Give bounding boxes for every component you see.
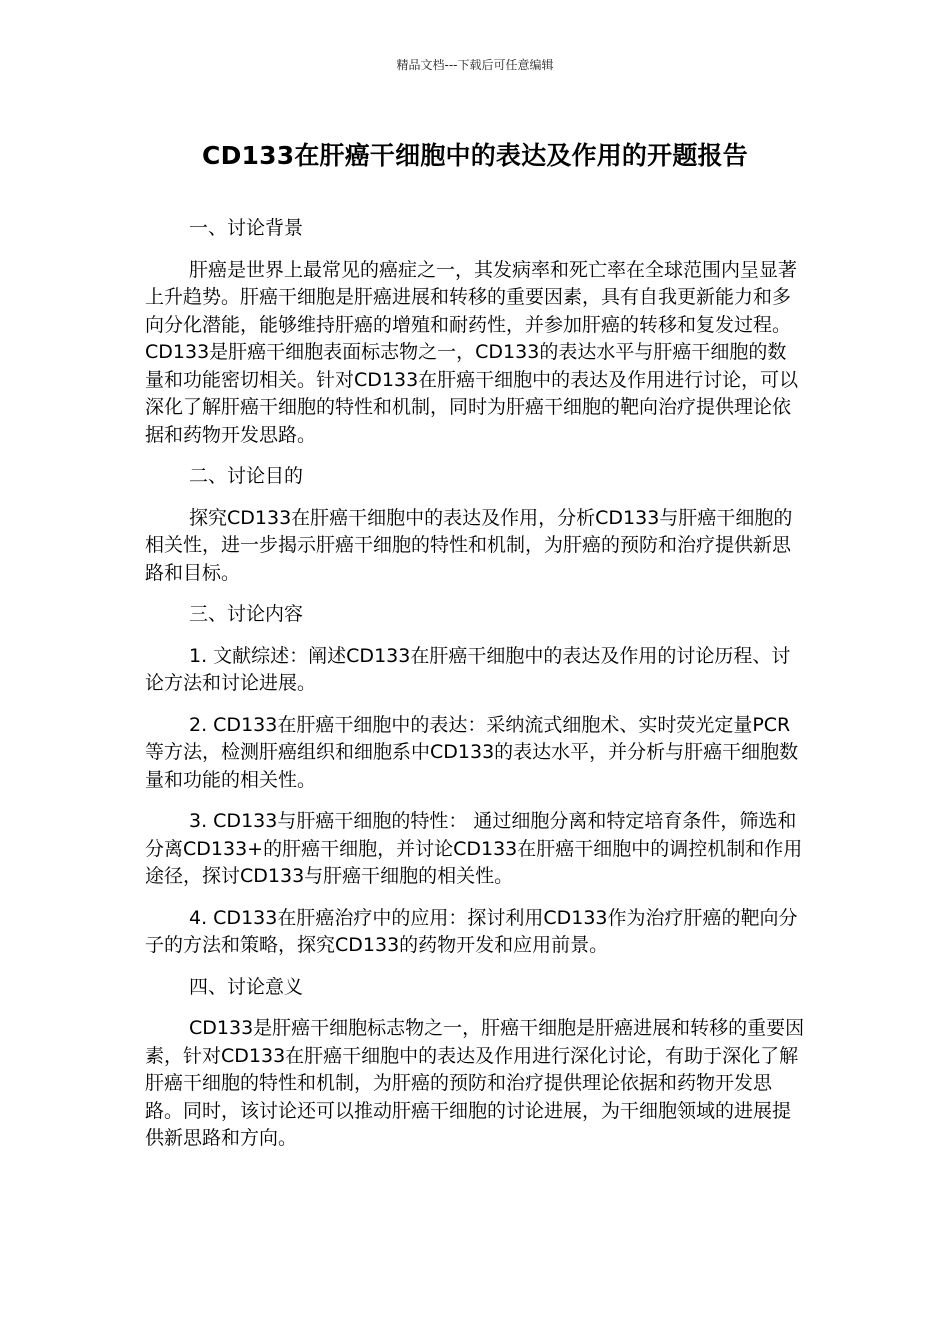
paragraph-significance: CD133是肝癌干细胞标志物之一，肝癌干细胞是肝癌进展和转移的重要因素，针对CD133在肝癌干细胞中的表达及作用进行深化讨论，有助于深化了解肝癌干细胞的特性和机制，为肝癌的预防和治疗提供理论依据和药物开发思路。同时，该讨论还可以推动肝癌干细胞的讨论进展，为干细胞领域的进展提供新思路和方向。 [145,1017,805,1149]
document-body [145,215,805,1167]
paragraph-content-item-3: 3. CD133与肝癌干细胞的特性： 通过细胞分离和特定培育条件，筛选和分离CD133+的肝癌干细胞，并讨论CD133在肝癌干细胞中的调控机制和作用途径，探讨CD133与肝癌干细胞的相关性。 [145,810,803,887]
paragraph-background: 肝癌是世界上最常见的癌症之一，其发病率和死亡率在全球范围内呈显著上升趋势。肝癌干细胞是肝癌进展和转移的重要因素，具有自我更新能力和多向分化潜能，能够维持肝癌的增殖和耐药性，并参加肝癌的转移和复发过程。CD133是肝癌干细胞表面标志物之一，CD133的表达水平与肝癌干细胞的数量和功能密切相关。针对CD133在肝癌干细胞中的表达及作用进行讨论，可以深化了解肝癌干细胞的特性和机制，同时为肝癌干细胞的靶向治疗提供理论依据和药物开发思路。 [145,258,799,446]
paragraph-content-item-2: 2. CD133在肝癌干细胞中的表达：采纳流式细胞术、实时荧光定量PCR等方法，检测肝癌组织和细胞系中CD133的表达水平，并分析与肝癌干细胞数量和功能的相关性。 [145,713,799,791]
paragraph-content-item-1: 1. 文献综述：阐述CD133在肝癌干细胞中的表达及作用的讨论历程、讨论方法和讨论进展。 [145,644,791,694]
page-header: 精品文档---下载后可任意编辑 [396,58,554,72]
paragraph-content-item-4: 4. CD133在肝癌治疗中的应用：探讨利用CD133作为治疗肝癌的靶向分子的方法和策略，探究CD133的药物开发和应用前景。 [145,906,798,956]
document-title: CD133在肝癌干细胞中的表达及作用的开题报告 [202,141,748,170]
paragraph-purpose: 探究CD133在肝癌干细胞中的表达及作用，分析CD133与肝癌干细胞的相关性，进一步揭示肝癌干细胞的特性和机制，为肝癌的预防和治疗提供新思路和目标。 [145,506,793,584]
section-heading-significance: 四、讨论意义 [189,975,304,998]
section-heading-background: 一、讨论背景 [189,217,304,239]
section-heading-purpose: 二、讨论目的 [189,465,304,487]
section-heading-content: 三、讨论内容 [189,603,304,625]
